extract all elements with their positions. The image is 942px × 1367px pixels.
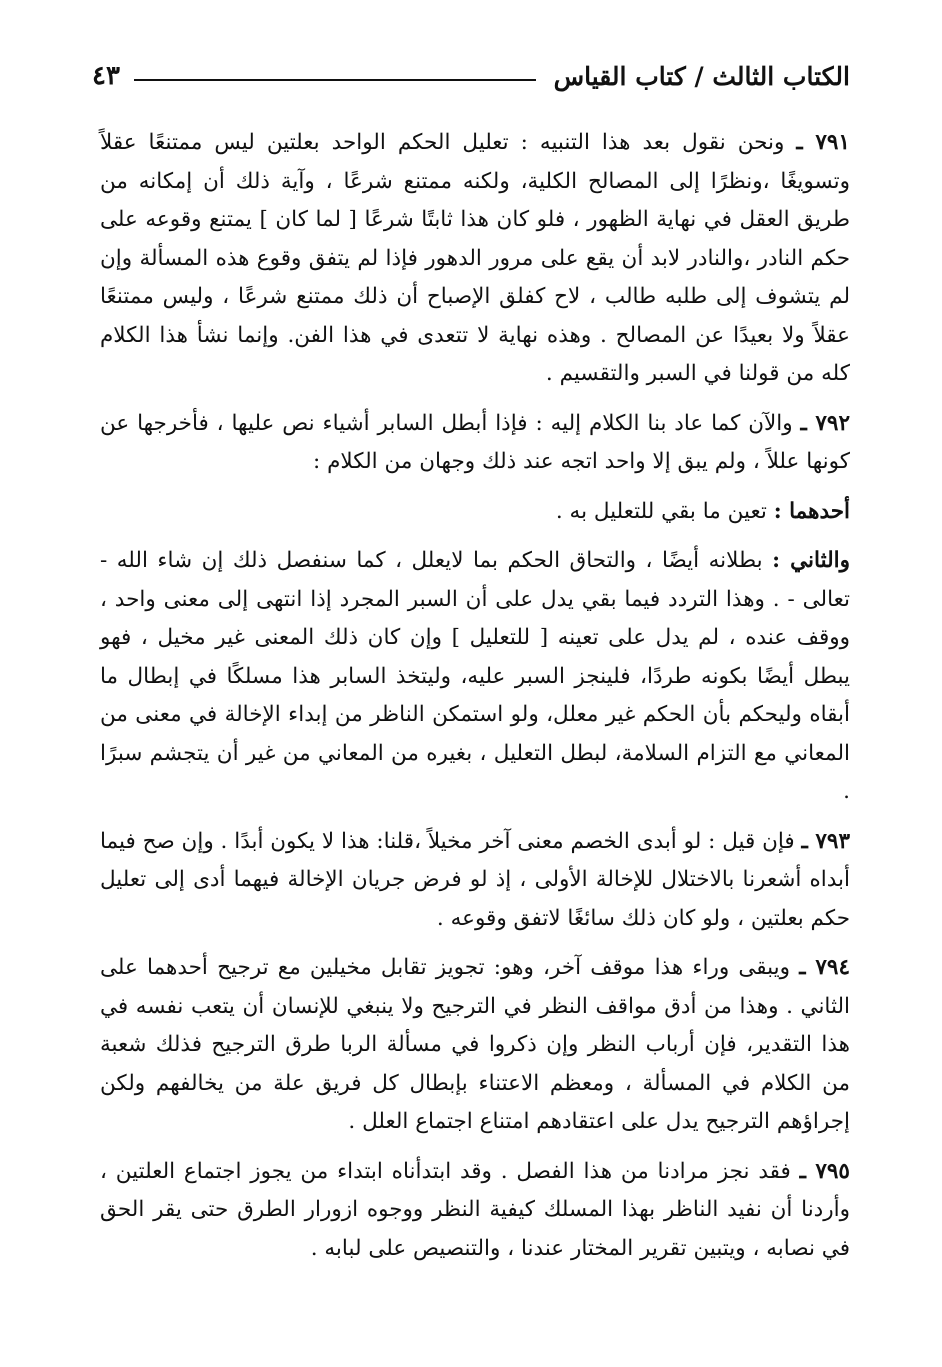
paragraph-794 [100, 949, 850, 1142]
paragraph-793 [100, 823, 850, 939]
paragraph-number: ٧٩١ ـ [796, 130, 850, 155]
paragraph-text: فقد نجز مرادنا من هذا الفصل . وقد ابتدأناه ابتداء من يجوز اجتماع العلتين ، وأردنا أن نفيد الناظر بهذا المسلك كيفية النظر ووجوه ازورار الطرق حتى يقر الحق في نصابه ، ويتبين تقرير المختار عندنا ، والتنصيص على لبابه . [100, 1158, 850, 1261]
paragraph-text: ونحن نقول بعد هذا التنبيه : تعليل الحكم الواحد بعلتين ليس ممتنعًا عقلاً وتسويغًا ،ونظرًا إلى المصالح الكلية، ولكنه ممتنع شرعًا ، وآية ذلك أن إمكانه من طريق العقل في نهاية الظهور ، فلو كان هذا ثابتًا شرعًا [ لما كان ] يمتنع وقوعه على حكم النادر ،والنادر لابد أن يقع على مرور الدهور فإذا لم يتفق وقوع هذه المسألة وإن لم يتشوف إلى طلبه طالب ، لاح كفلق الإصباح أن ذلك ممتنع شرعًا ، وليس ممتنعًا عقلاً ولا بعيدًا عن المصالح . وهذه نهاية لا تتعدى في هذا الفن. وإنما نشأ هذا الكلام كله من قولنا في السبر والتقسيم . [100, 130, 850, 386]
paragraph-number: ٧٩٥ ـ [799, 1158, 850, 1184]
paragraph-792 [100, 405, 850, 482]
paragraph-text: والآن كما عاد بنا الكلام إليه : فإذا أبطل السابر أشياء نص عليها ، فأخرجها عن كونها عللاً ، ولم يبق إلا واحد اتجه عند ذلك وجهان من الكلام : [100, 410, 850, 474]
page-body [100, 124, 850, 1279]
page-number: ٤٣ [92, 61, 120, 91]
paragraph-text: فإن قيل : لو أبدى الخصم معنى آخر مخيلاً ،قلنا: هذا لا يكون أبدًا . وإن صح فيما أبداه أشعرنا بالاختلال للإخالة الأولى ، إذ لو فرض جريان الإخالة فيهما أدى إلى تعليل حكم بعلتين ، ولو كان ذلك سائغًا لاتفق وقوعه . [100, 828, 850, 931]
paragraph-791 [100, 124, 850, 394]
paragraph-795 [100, 1153, 850, 1269]
running-title: الكتاب الثالث / كتاب القياس [553, 61, 850, 91]
paragraph-lead: والثاني : [772, 548, 850, 573]
paragraph-text: ويبقى وراء هذا موقف آخر، وهو: تجويز تقابل مخيلين مع ترجيح أحدهما على الثاني . وهذا من أدق مواقف النظر في الترجيح ولا ينبغي للإنسان أن يتعب نفسه في هذا التقدير، فإن أرباب النظر وإن ذكروا في مسألة الربا طرق الترجيح فذلك شعبة من الكلام في المسألة ، ومعظم الاعتناء بإبطال كل فريق علة من يخالفهم ولكن إجراؤهم الترجيح يدل على اعتقادهم امتناع اجتماع العلل . [100, 955, 850, 1134]
paragraph-number: ٧٩٣ ـ [801, 828, 850, 854]
page-header [92, 48, 850, 104]
paragraph-number: ٧٩٢ ـ [800, 410, 850, 436]
paragraph-second-option [100, 542, 850, 812]
paragraph-lead: أحدهما : [773, 498, 850, 524]
paragraph-number: ٧٩٤ ـ [799, 955, 850, 980]
paragraph-text: بطلانه أيضًا ، والتحاق الحكم بما لايعلل ، كما سنفصل ذلك إن شاء الله - تعالى - . وهذا التردد فيما بقي يدل على أن السبر المجرد إذا انتهى إلى معنى واحد ، ووقف عنده ، لم يدل على تعينه [ للتعليل ] وإن كان ذلك المعنى غير مخيل ، فهو يبطل أيضًا بكونه طردًا، فلينجز السبر عليه، وليتخذ السابر هذا مسلكًا في إبطال ما أبقاه وليحكم بأن الحكم غير معلل، ولو استمكن الناظر من إبداء الإخالة في معنى من المعاني مع التزام السلامة، لبطل التعليل ، بغيره من المعاني من غير أن يتجشم سبرًا . [100, 548, 850, 804]
paragraph-text: تعين ما بقي للتعليل به . [555, 498, 774, 524]
paragraph-first-option [100, 493, 850, 532]
header-rule [134, 79, 536, 81]
